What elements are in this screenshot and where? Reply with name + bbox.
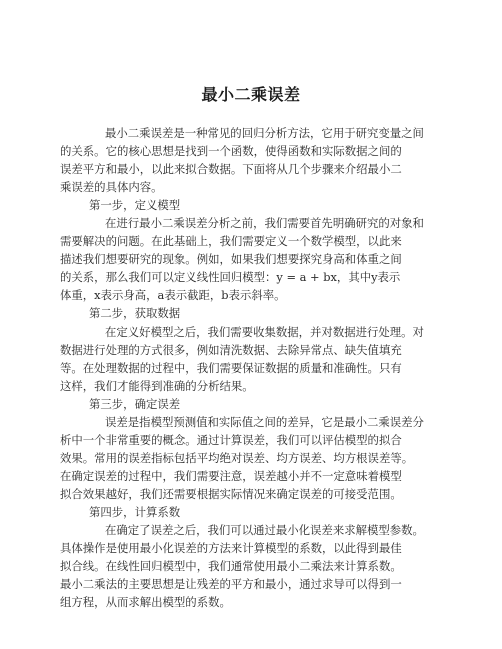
- paragraph-line: 误差平方和最小，以此来拟合数据。下面将从几个步骤来介绍最小二: [60, 162, 402, 177]
- paragraph-line: 析中一个非常重要的概念。通过计算误差，我们可以评估模型的拟合: [60, 432, 402, 447]
- document-body: [60, 124, 440, 611]
- paragraph-line: 的关系，那么我们可以定义线性回归模型：y = a + bx，其中y表示: [60, 270, 401, 285]
- paragraph-line: 在确定误差的过程中，我们需要注意，误差越小并不一定意味着模型: [60, 468, 402, 483]
- paragraph-line: 描述我们想要研究的现象。例如，如果我们想要探究身高和体重之间: [60, 252, 402, 267]
- paragraph-line: 的关系。它的核心思想是找到一个函数，使得函数和实际数据之间的: [60, 144, 402, 159]
- paragraph-line: 需要解决的问题。在此基础上，我们需要定义一个数学模型，以此来: [60, 234, 402, 249]
- paragraph-line: 在进行最小二乘误差分析之前，我们需要首先明确研究的对象和: [105, 216, 424, 231]
- paragraph-line: 效果。常用的误差指标包括平均绝对误差、均方误差、均方根误差等。: [60, 450, 414, 465]
- paragraph-line: 拟合效果越好，我们还需要根据实际情况来确定误差的可接受范围。: [60, 486, 402, 501]
- paragraph-line: 在定义好模型之后，我们需要收集数据，并对数据进行处理。对: [105, 324, 424, 339]
- paragraph-line: 组方程，从而求解出模型的系数。: [60, 595, 231, 610]
- section-heading: 第一步，定义模型: [89, 198, 181, 213]
- paragraph-line: 这样，我们才能得到准确的分析结果。: [60, 378, 254, 393]
- paragraph-line: 具体操作是使用最小化误差的方法来计算模型的系数，以此得到最佳: [60, 541, 402, 556]
- paragraph-line: 体重，x表示身高，a表示截距，b表示斜率。: [60, 288, 286, 303]
- paragraph-line: 拟合线。在线性回归模型中，我们通常使用最小二乘法来计算系数。: [60, 559, 402, 574]
- paragraph-line: 误差是指模型预测值和实际值之间的差异，它是最小二乘误差分: [105, 414, 424, 429]
- paragraph-line: 最小二乘误差是一种常见的回归分析方法，它用于研究变量之间: [105, 126, 424, 140]
- paragraph-line: 在确定了误差之后，我们可以通过最小化误差来求解模型参数。: [105, 523, 424, 538]
- paragraph-line: 乘误差的具体内容。: [60, 180, 163, 195]
- paragraph-line: 等。在处理数据的过程中，我们需要保证数据的质量和准确性。只有: [60, 360, 402, 375]
- paragraph-line: 最小二乘法的主要思想是让残差的平方和最小，通过求导可以得到一: [60, 577, 402, 592]
- document-title: 最小二乘误差: [201, 85, 301, 104]
- paragraph-line: 数据进行处理的方式很多，例如清洗数据、去除异常点、缺失值填充: [60, 342, 402, 357]
- section-heading: 第二步，获取数据: [89, 306, 181, 321]
- section-heading: 第四步，计算系数: [89, 504, 181, 519]
- section-heading: 第三步，确定误差: [89, 396, 181, 411]
